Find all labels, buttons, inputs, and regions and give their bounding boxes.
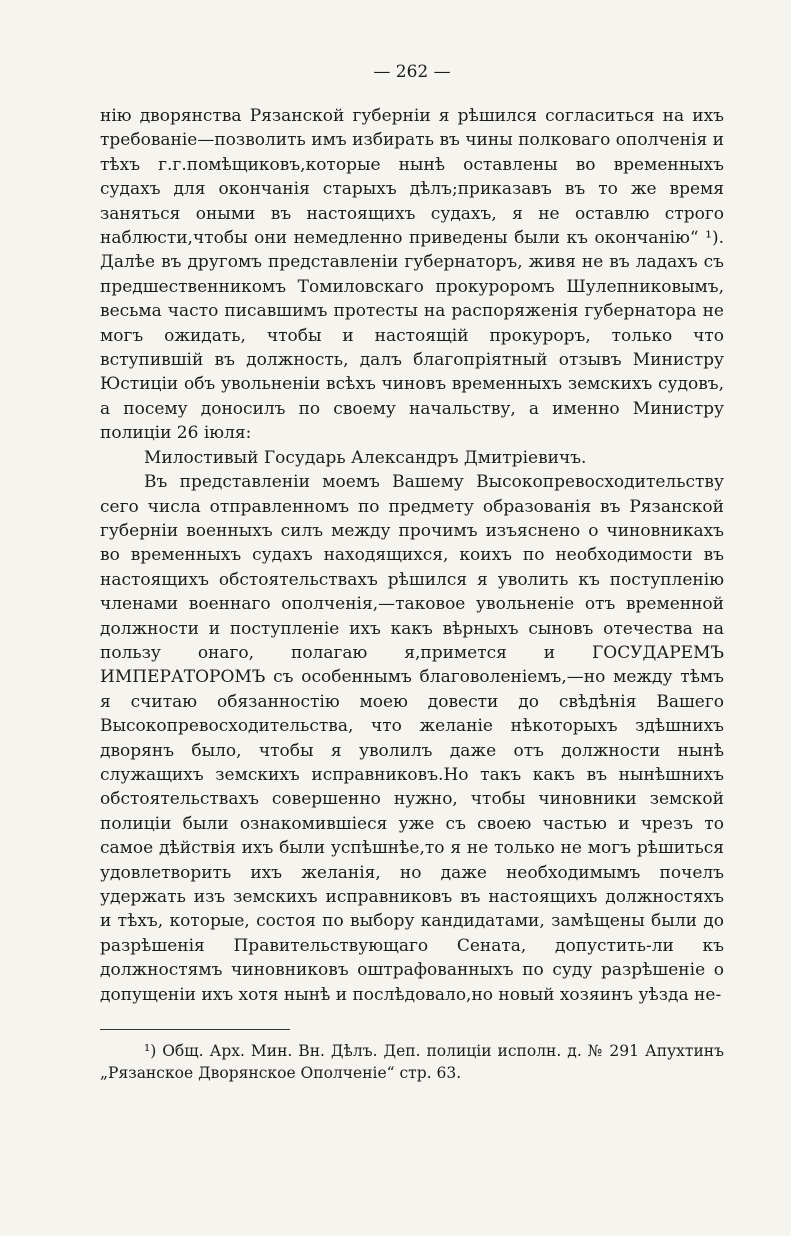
paragraph-1: нію дворянства Рязанской губерніи я рѣшился согласиться на ихъ требованіе—позволить имъ избирать въ чины полковаго ополченія и тѣхъ г.г.помѣщиковъ,которые нынѣ оставлены во временныхъ судахъ для окончанія старыхъ дѣлъ;приказавъ въ то же время заняться оными въ настоящихъ судахъ, я не оставлю строго наблюсти,чтобы они немедленно приведены были къ окончанію“ ¹). Далѣе въ другомъ представленіи губернаторъ, живя не въ ладахъ съ предшественникомъ Томиловскаго прокуроромъ Шулепниковымъ, весьма часто писавшимъ протесты на распоряженія губернатора не могъ ожидать, чтобы и настоящій прокуроръ, только что вступившій въ должность, далъ благопріятный отзывъ Министру Юстиціи объ увольненіи всѣхъ чиновъ временныхъ земскихъ судовъ, а посему доносилъ по своему начальству, а именно Министру полиціи 26 іюля:: [100, 106, 724, 444]
main-text: [100, 104, 724, 1007]
footnote-text: ¹) Общ. Арх. Мин. Вн. Дѣлъ. Деп. полиціи исполн. д. № 291 Апухтинъ „Рязанское Дворянское Ополченіе“ стр. 63.: [100, 1042, 724, 1083]
document-page: [100, 58, 724, 1084]
footnote-divider: [100, 1029, 290, 1030]
letter-salutation: Милостивый Государь Александръ Дмитріевичъ.: [144, 447, 587, 468]
page-number: — 262 —: [373, 62, 451, 82]
footnote: [100, 1040, 724, 1084]
paragraph-3: Въ представленіи моемъ Вашему Высокопревосходительству сего числа отправленномъ по предмету образованія въ Рязанской губерніи военныхъ силъ между прочимъ изъяснено о чиновникахъ во временныхъ судахъ находящихся, коихъ по необходимости въ настоящихъ обстоятельствахъ рѣшился я уволить къ поступленію членами военнаго ополченія,—таковое увольненіе отъ временной должности и поступленіе ихъ какъ вѣрныхъ сыновъ отечества на пользу онаго, полагаю я,примется и ГОСУДАРЕМЪ ИМПЕРАТОРОМЪ съ особеннымъ благоволеніемъ,—но между тѣмъ я считаю обязанностію моею довести до свѣдѣнія Вашего Высокопревосходительства, что желаніе нѣкоторыхъ здѣшнихъ дворянъ было, чтобы я уволилъ даже отъ должности нынѣ служащихъ земскихъ исправниковъ.Но такъ какъ въ нынѣшнихъ обстоятельствахъ совершенно нужно, чтобы чиновники земской полиціи были ознакомившіеся уже съ своею частью и чрезъ то самое дѣйствія ихъ были успѣшнѣе,то я не только не могъ рѣшиться удовлетворить ихъ желанія, но даже необходимымъ почелъ удержать изъ земскихъ исправниковъ въ настоящихъ должностяхъ и тѣхъ, которые, состоя по выбору кандидатами, замѣщены были до разрѣшенія Правительствующаго Сената, допустить-ли къ должностямъ чиновниковъ оштрафованныхъ по суду разрѣшеніе о допущеніи ихъ хотя нынѣ и послѣдовало,но новый хозяинъ уѣзда не-: [100, 472, 724, 1005]
